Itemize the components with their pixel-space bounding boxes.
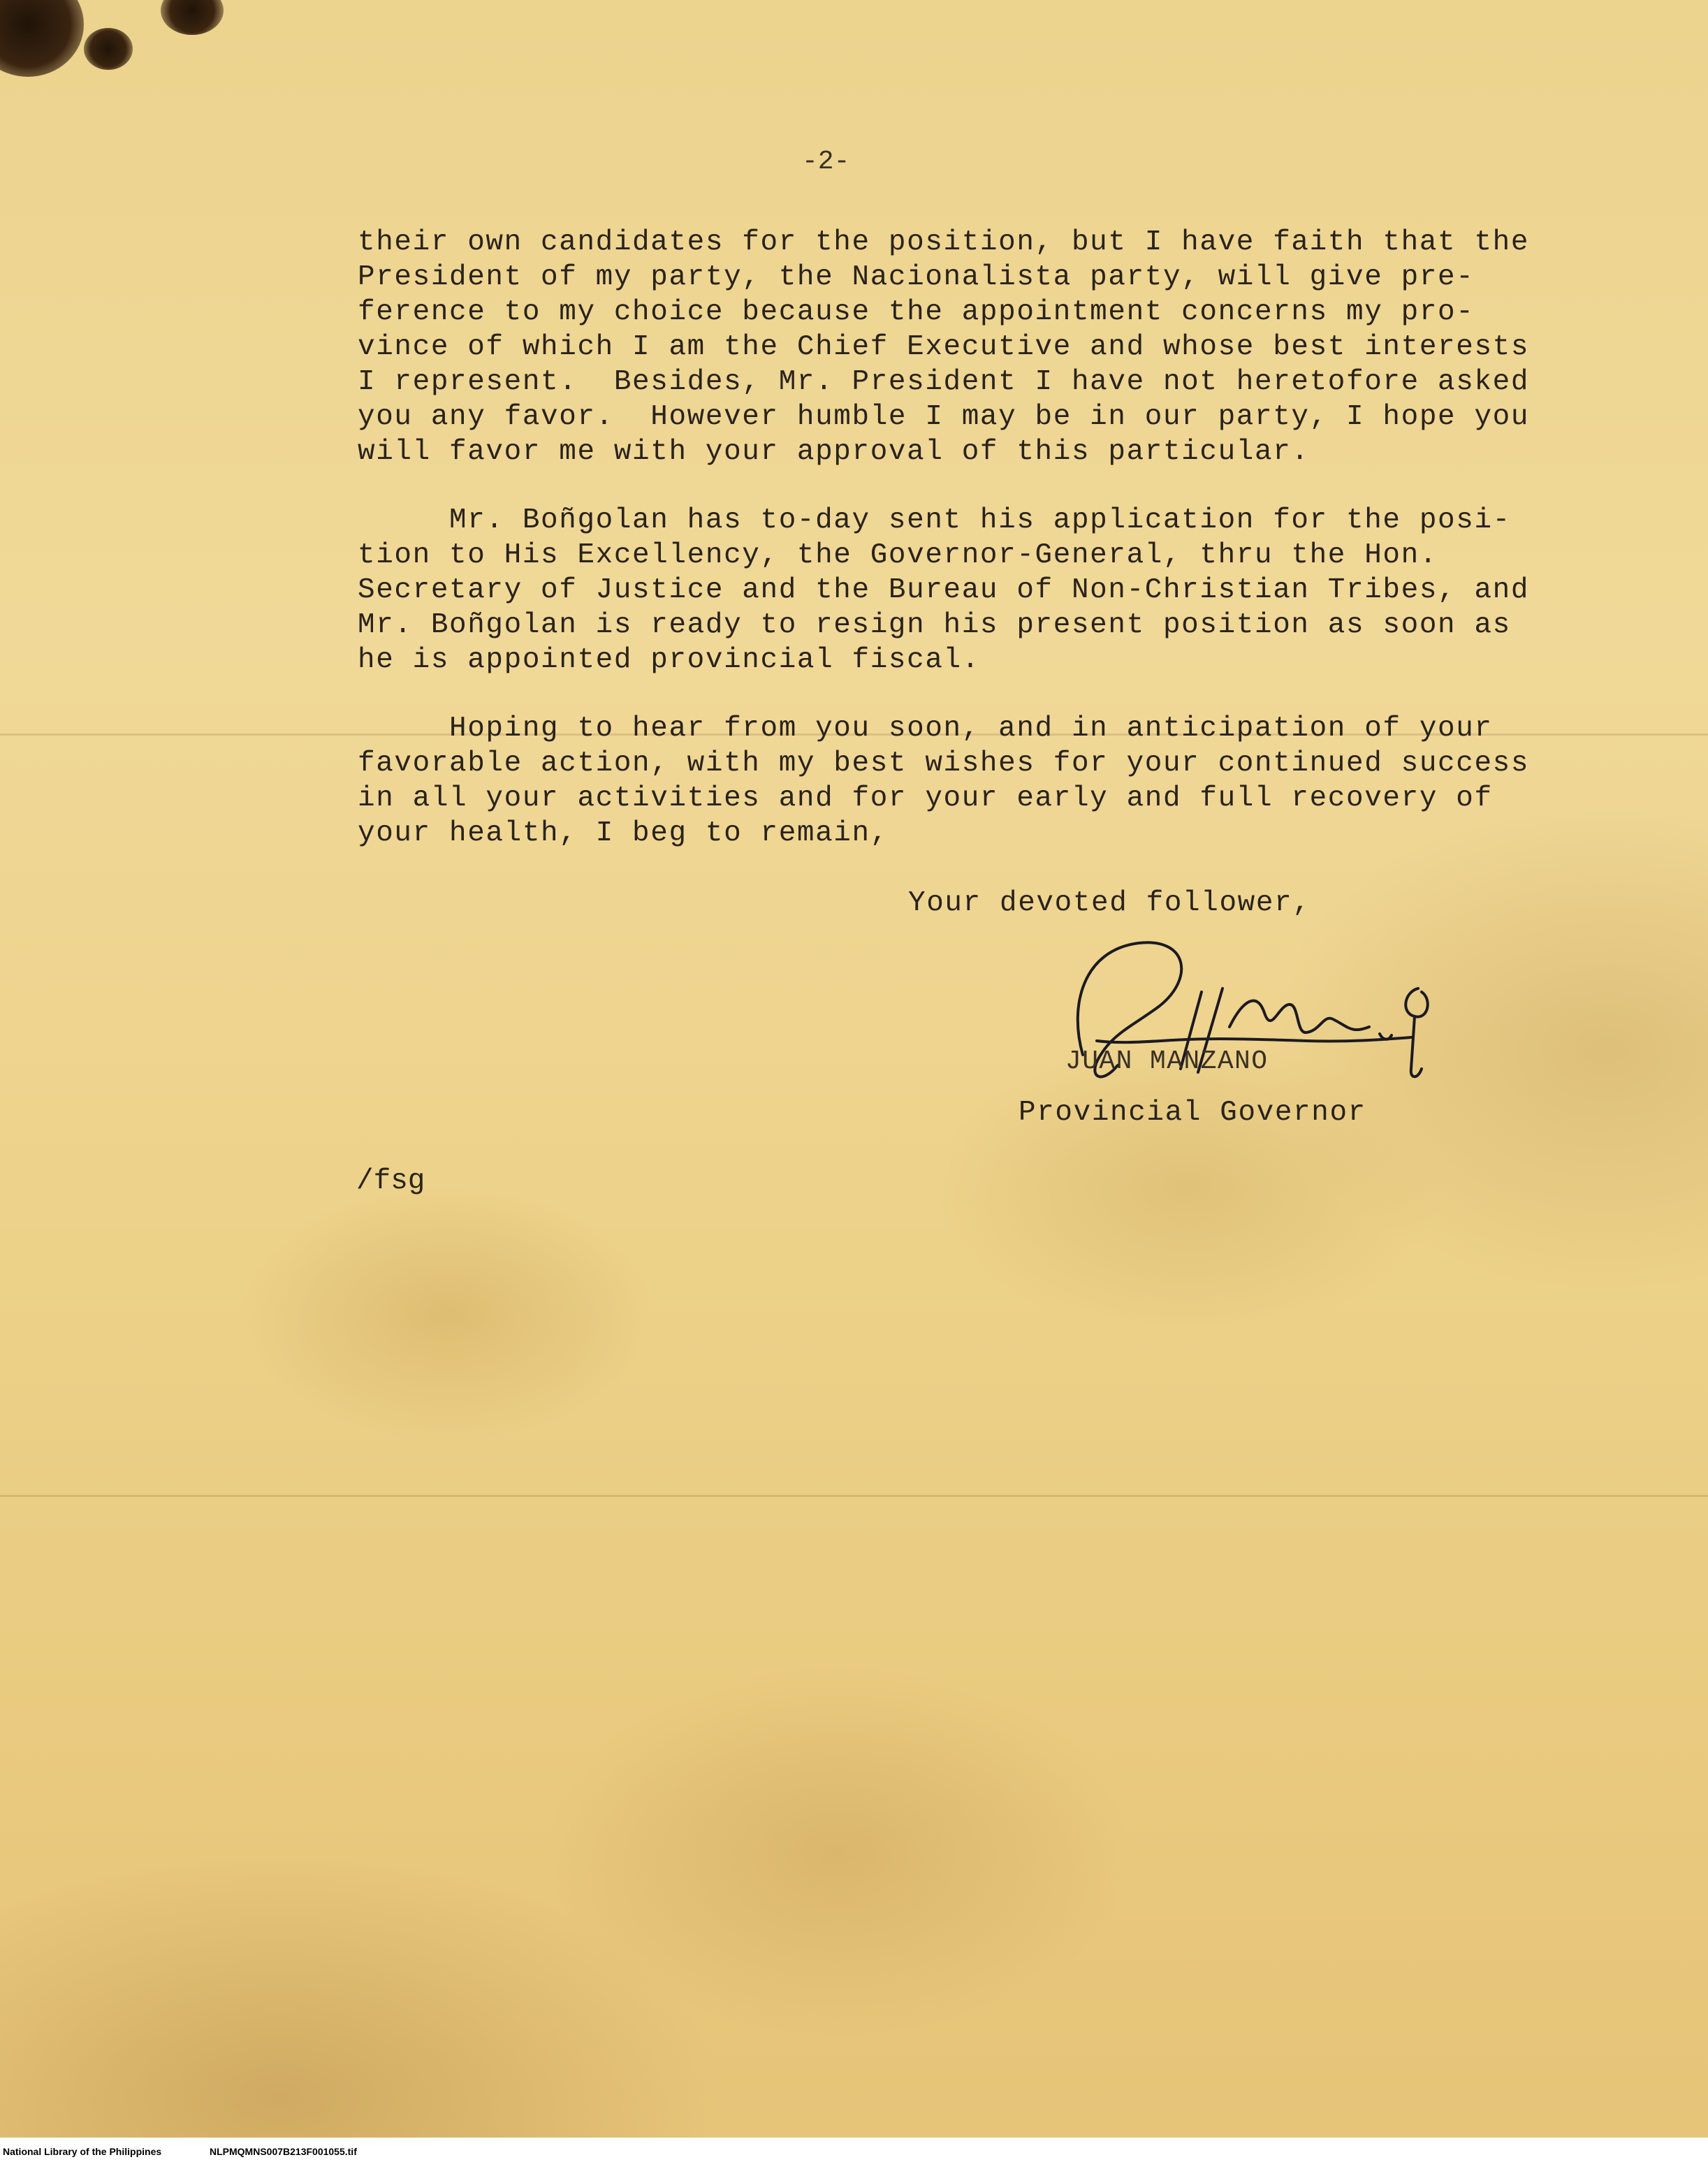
text-line: vince of which I am the Chief Executive and whose best interests xyxy=(358,331,1530,363)
text-line: you any favor. However humble I may be in our party, I hope you xyxy=(358,401,1530,433)
typist-initials: /fsg xyxy=(356,1165,425,1197)
footer-file-id: NLPMQMNS007B213F001055.tif xyxy=(210,2146,357,2157)
text-line: will favor me with your approval of this particular. xyxy=(358,436,1310,468)
text-line: Hoping to hear from you soon, and in anticipation of your xyxy=(358,713,1493,745)
paper-fold-lower xyxy=(0,1495,1708,1497)
text-line: ference to my choice because the appointment concerns my pro- xyxy=(358,296,1475,328)
text-line: Mr. Boñgolan is ready to resign his present position as soon as xyxy=(358,609,1511,641)
burn-mark-small xyxy=(84,28,133,70)
text-line: President of my party, the Nacionalista party, will give pre- xyxy=(358,261,1475,293)
text-line: your health, I beg to remain, xyxy=(358,817,889,849)
text-line: favorable action, with my best wishes for your continued success xyxy=(358,747,1530,780)
signer-title: Provincial Governor xyxy=(1019,1097,1366,1129)
scan-footer xyxy=(0,2138,1708,2169)
complimentary-close: Your devoted follower, xyxy=(908,887,1311,919)
signer-name: JUAN MANZANO xyxy=(1065,1046,1269,1076)
text-line: Secretary of Justice and the Bureau of Non-Christian Tribes, and xyxy=(358,574,1530,606)
text-line: tion to His Excellency, the Governor-General, thru the Hon. xyxy=(358,539,1438,571)
text-line: he is appointed provincial fiscal. xyxy=(358,644,980,676)
text-line: Mr. Boñgolan has to-day sent his application for the posi- xyxy=(358,504,1511,536)
footer-institution: National Library of the Philippines xyxy=(3,2146,162,2157)
burn-mark-top-left xyxy=(0,0,84,77)
text-line: their own candidates for the position, but I have faith that the xyxy=(358,226,1530,258)
text-line: in all your activities and for your early and full recovery of xyxy=(358,782,1493,815)
page-number: -2- xyxy=(802,147,850,177)
text-line: I represent. Besides, Mr. President I have not heretofore asked xyxy=(358,366,1530,398)
burn-mark-top xyxy=(161,0,224,35)
